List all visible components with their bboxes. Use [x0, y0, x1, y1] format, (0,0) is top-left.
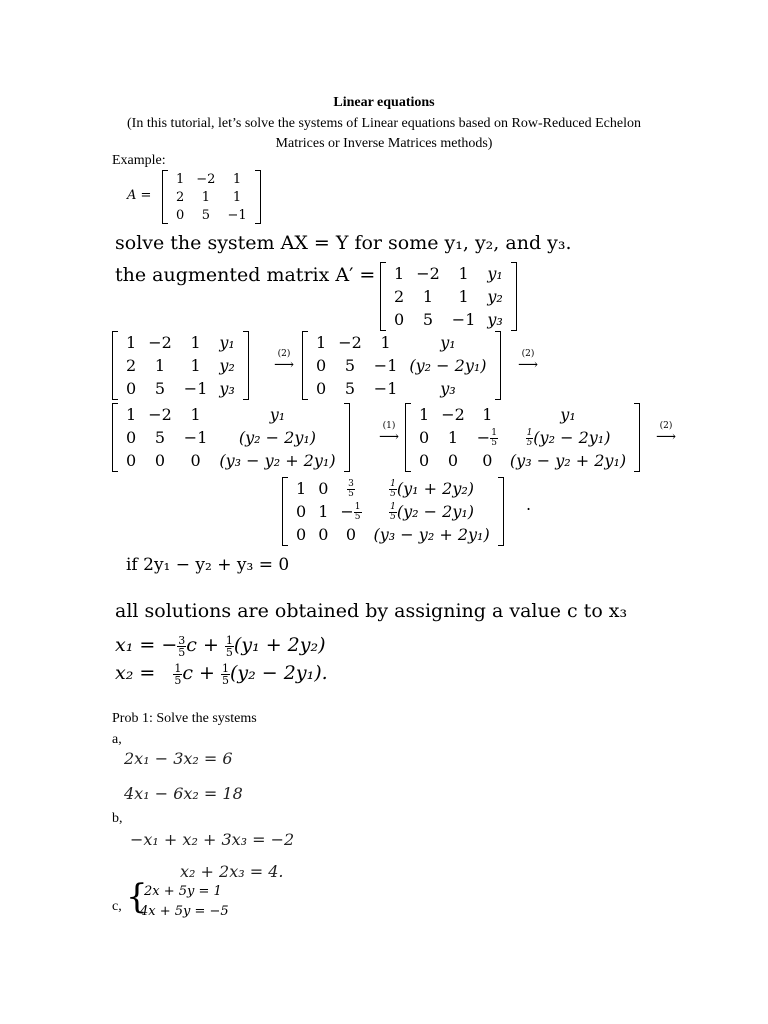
matrix-cell: 1: [154, 356, 166, 375]
matrix-cell: 0: [126, 428, 137, 447]
fraction: [389, 480, 397, 499]
fraction: [389, 503, 397, 522]
reduction-matrix-2: [302, 331, 501, 400]
matrix-cell: 5: [154, 379, 166, 398]
matrix-cell: 0: [318, 479, 329, 498]
matrix-cell: −2: [196, 171, 216, 187]
trailing-dot: .: [526, 495, 532, 514]
expression: (y₁ + 2y₂): [233, 634, 326, 656]
fraction: [354, 503, 362, 522]
denominator: 5: [354, 511, 361, 522]
minus-sign: −: [476, 427, 491, 447]
numerator: 1: [174, 661, 182, 675]
row-op-label: (2): [659, 421, 673, 431]
matrix-cell: 1: [176, 171, 185, 187]
matrix-cell: y₁: [560, 405, 576, 424]
matrix-cell: 1: [201, 189, 210, 205]
matrix-cell: 0: [318, 525, 329, 544]
expression: (y₁ + 2y₂): [396, 478, 475, 498]
row-op-label: (2): [521, 349, 535, 359]
matrix-cell: 5: [422, 310, 434, 329]
right-arrow-icon: ⟶: [518, 357, 539, 373]
matrix-cell: (y₃ − y₂ + 2y₁): [509, 451, 627, 470]
matrix-cell: y₁: [440, 333, 456, 352]
matrix-cell: 1: [482, 405, 493, 424]
matrix-cell: −1: [373, 379, 398, 398]
matrix-cell: y₁: [269, 405, 286, 424]
matrix-cell: (y₃ − y₂ + 2y₁): [373, 525, 490, 544]
matrix-cell: 2: [176, 189, 185, 205]
numerator: 1: [390, 478, 396, 489]
matrix-cell: −2: [416, 264, 440, 283]
matrix-cell: 1: [458, 264, 469, 283]
matrix-cell: −2: [148, 333, 172, 352]
prob1-a-eq1: 2x₁ − 3x₂ = 6: [124, 749, 233, 768]
matrix-cell: −1: [227, 207, 247, 223]
reduction-matrix-1: [112, 331, 249, 400]
matrix-cell: 1: [447, 428, 459, 447]
matrix-cell: 0: [296, 502, 307, 521]
numerator: 1: [390, 501, 396, 512]
row-op-label: (1): [382, 421, 396, 431]
prob1-c-eq1: 2x + 5y = 1: [144, 884, 222, 899]
solutions-line: all solutions are obtained by assigning a value c to x₃: [115, 600, 628, 622]
matrix-cell: −2: [148, 405, 172, 424]
expression: (y₂ − 2y₁): [533, 427, 611, 447]
matrix-cell: 1: [296, 479, 307, 498]
matrix-cell: −1: [451, 310, 476, 329]
matrix-cell: 1: [126, 333, 137, 352]
matrix-cell: (y₂ − 2y₁): [409, 356, 487, 375]
denominator: 5: [390, 488, 396, 499]
matrix-cell: y₁: [219, 333, 235, 352]
expression: (y₂ − 2y₁): [396, 501, 475, 521]
numerator: 1: [526, 427, 533, 438]
minus-sign: −: [161, 634, 178, 656]
matrix-cell: y₃: [487, 310, 503, 329]
matrix-cell: 5: [201, 207, 210, 223]
matrix-cell: 0: [345, 525, 357, 544]
reduced-matrix: [282, 477, 504, 546]
prob1-c-eq2: 4x + 5y = −5: [140, 904, 229, 919]
matrix-cell: 1: [126, 405, 137, 424]
matrix-cell: 0: [447, 451, 459, 470]
matrix-cell: 0: [316, 379, 327, 398]
matrix-cell: 1: [380, 333, 391, 352]
row-op-arrow: [379, 422, 399, 443]
prob1-a-label: a,: [112, 732, 122, 747]
prob1-heading: Prob 1: Solve the systems: [112, 711, 257, 726]
denominator: 5: [526, 437, 533, 448]
matrix-cell: [334, 500, 367, 523]
matrix-cell: 0: [154, 451, 166, 470]
denominator: 5: [174, 673, 182, 687]
matrix-cell: 1: [190, 356, 201, 375]
matrix-cell: 1: [318, 502, 329, 521]
matrix-cell: 0: [419, 451, 430, 470]
matrix-cell: 0: [296, 525, 307, 544]
matrix-cell: 1: [232, 171, 242, 187]
matrix-cell: 0: [482, 451, 493, 470]
numerator: 1: [225, 633, 233, 647]
lhs: x₁ =: [115, 634, 156, 656]
matrix-a-label: A =: [127, 188, 152, 203]
matrix-cell: 1: [394, 264, 405, 283]
reduction-matrix-4: [405, 403, 640, 472]
example-label: Example:: [112, 153, 166, 168]
row-op-arrow: [656, 422, 676, 443]
matrix-cell: y₃: [440, 379, 456, 398]
matrix-cell: 0: [126, 451, 137, 470]
prob1-b-label: b,: [112, 811, 123, 826]
solution-x2: [115, 662, 328, 686]
matrix-cell: y₁: [487, 264, 503, 283]
intro-text: (In this tutorial, let’s solve the systems of Linear equations based on Row-Reduced Echelon Matrices or Inverse Matrices methods): [127, 116, 641, 151]
solution-x1: [115, 634, 326, 658]
matrix-cell: 2: [394, 287, 405, 306]
right-arrow-icon: ⟶: [379, 429, 400, 445]
matrix-cell: 1: [458, 287, 469, 306]
row-op-arrow: [274, 350, 294, 371]
matrix-cell: (y₃ − y₂ + 2y₁): [219, 451, 336, 470]
matrix-cell: [368, 477, 496, 500]
matrix-cell: 0: [394, 310, 405, 329]
matrix-cell: 1: [422, 287, 434, 306]
matrix-cell: (y₂ − 2y₁): [238, 428, 317, 447]
expression: (y₂ − 2y₁).: [230, 662, 328, 684]
solve-line: solve the system AX = Y for some y₁, y₂, and y₃.: [115, 232, 572, 254]
matrix-cell: 2: [126, 356, 137, 375]
matrix-cell: 0: [176, 207, 185, 223]
matrix-cell: −1: [183, 379, 208, 398]
lhs: x₂ =: [115, 662, 156, 684]
matrix-cell: 0: [316, 356, 327, 375]
denominator: 5: [491, 437, 497, 448]
numerator: 3: [348, 478, 354, 489]
matrix-cell: y₂: [487, 287, 503, 306]
matrix-cell: 5: [344, 379, 356, 398]
matrix-cell: 5: [344, 356, 356, 375]
matrix-cell: 1: [419, 405, 430, 424]
expression: c +: [182, 662, 215, 684]
matrix-a: [162, 170, 261, 224]
numerator: 1: [222, 661, 229, 675]
matrix-cell: 1: [190, 333, 201, 352]
denominator: 5: [178, 645, 186, 659]
matrix-cell: [471, 426, 504, 449]
reduction-matrix-3: [112, 403, 350, 472]
matrix-cell: y₂: [219, 356, 235, 375]
prob1-c-label: c,: [112, 899, 122, 914]
matrix-cell: 1: [190, 405, 201, 424]
prob1-a-eq2: 4x₁ − 6x₂ = 18: [124, 784, 243, 803]
augmented-matrix: [380, 262, 517, 331]
consistency-condition: if 2y₁ − y₂ + y₃ = 0: [126, 555, 290, 575]
matrix-cell: −2: [441, 405, 465, 424]
matrix-cell: 0: [419, 428, 430, 447]
matrix-cell: [504, 426, 632, 449]
prob1-b-eq2: x₂ + 2x₃ = 4.: [180, 862, 284, 881]
fraction: [347, 480, 355, 499]
matrix-cell: −1: [373, 356, 398, 375]
matrix-cell: 5: [154, 428, 166, 447]
prob1-b-eq1: −x₁ + x₂ + 3x₃ = −2: [130, 830, 295, 849]
augmented-label: the augmented matrix A′ =: [115, 264, 376, 286]
minus-sign: −: [340, 501, 354, 521]
matrix-cell: 0: [190, 451, 201, 470]
matrix-cell: [334, 477, 367, 500]
page-title: Linear equations: [333, 95, 435, 110]
denominator: 5: [225, 645, 233, 659]
fraction: [173, 663, 182, 686]
matrix-cell: [368, 500, 496, 523]
right-arrow-icon: ⟶: [274, 357, 295, 373]
expression: c +: [186, 634, 219, 656]
fraction: [221, 663, 230, 686]
denominator: 5: [390, 511, 396, 522]
denominator: 5: [348, 488, 354, 499]
matrix-cell: 1: [232, 189, 242, 205]
matrix-cell: −1: [183, 428, 208, 447]
fraction: [225, 635, 234, 658]
numerator: 1: [354, 501, 361, 512]
right-arrow-icon: ⟶: [656, 429, 677, 445]
fraction: [177, 635, 186, 658]
denominator: 5: [222, 673, 229, 687]
numerator: 1: [491, 427, 497, 438]
row-op-arrow: [518, 350, 538, 371]
fraction: [490, 429, 498, 448]
matrix-cell: −2: [338, 333, 362, 352]
row-op-label: (2): [277, 349, 291, 359]
matrix-cell: 0: [126, 379, 137, 398]
matrix-cell: 1: [316, 333, 327, 352]
numerator: 3: [178, 633, 186, 647]
matrix-cell: y₃: [219, 379, 235, 398]
left-brace-icon: {: [126, 877, 148, 917]
